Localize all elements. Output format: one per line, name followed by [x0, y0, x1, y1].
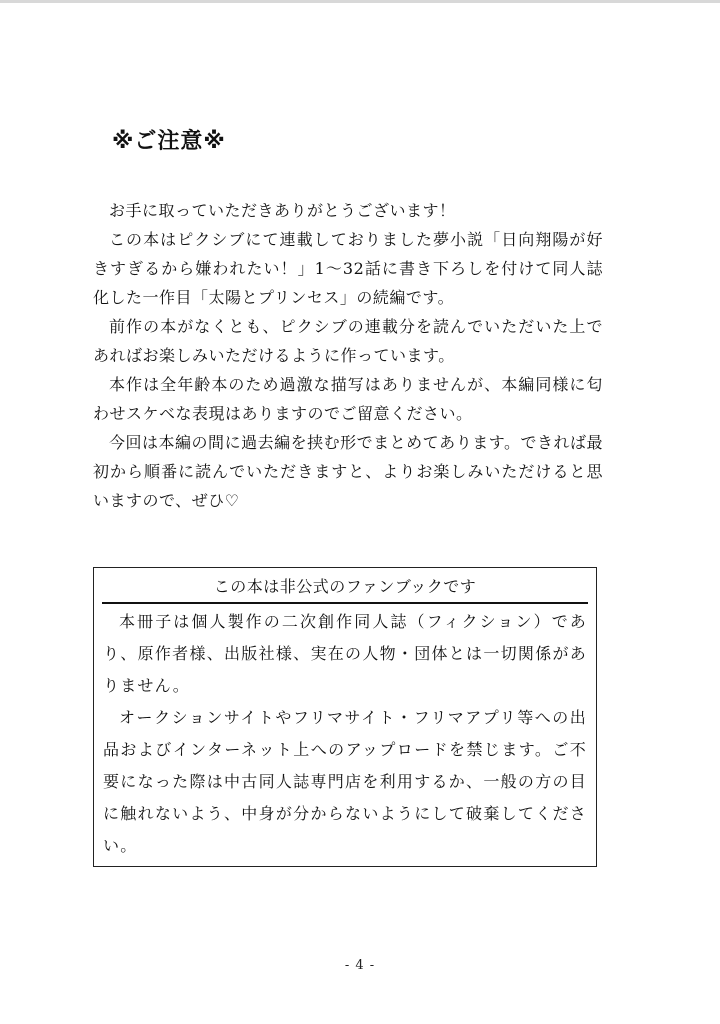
intro-paragraph: 今回は本編の間に過去編を挟む形でまとめてあります。できれば最初から順番に読んでいただきますと、よりお楽しみいただけると思いますので、ぜひ♡: [93, 433, 603, 510]
intro-text: [93, 196, 603, 515]
page-number: - 4 -: [344, 958, 376, 973]
intro-paragraph: この本はピクシブにて連載しておりました夢小説「日向翔陽が好きすぎるから嫌われたい！」1〜32話に書き下ろしを付けて同人誌化した一作目「太陽とプリンセス」の続編です。: [93, 230, 603, 307]
notice-box-title: この本は非公式のファンブックです: [213, 577, 477, 596]
intro-paragraph: 前作の本がなくとも、ピクシブの連載分を読んでいただいた上であればお楽しみいただけるように作っています。: [93, 317, 603, 365]
notice-paragraph: 本冊子は個人製作の二次創作同人誌（フィクション）であり、原作者様、出版社様、実在の人物・団体とは一切関係がありません。: [103, 612, 587, 695]
notice-heading: ※ご注意※: [112, 129, 226, 154]
notice-box-divider: [102, 602, 588, 604]
notice-box-body: [103, 606, 587, 862]
fanbook-notice-box: [93, 567, 597, 867]
page-top-border: [0, 0, 720, 3]
intro-paragraph: お手に取っていただきありがとうございます！: [109, 201, 456, 220]
notice-paragraph: オークションサイトやフリマサイト・フリマアプリ等への出品およびインターネット上へのアップロードを禁じます。ご不要になった際は中古同人誌専門店を利用するか、一般の方の目に触れないよう、中身が分からないようにして破棄してください。: [103, 708, 587, 855]
intro-paragraph: 本作は全年齢本のため過激な描写はありませんが、本編同様に匂わせスケベな表現はありますのでご留意ください。: [93, 375, 603, 423]
